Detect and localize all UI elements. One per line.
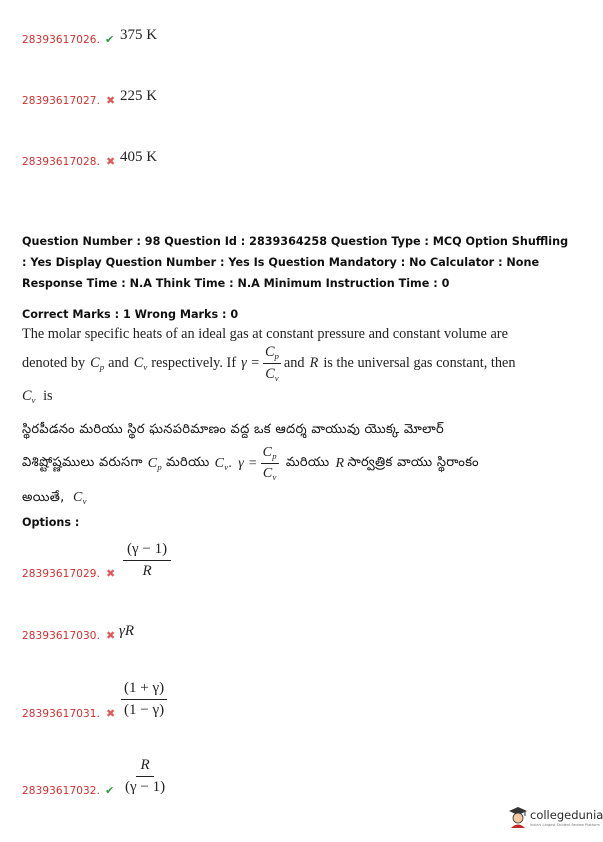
symbol-cv: $C_v$ (22, 388, 36, 406)
option-id: 28393617032. (22, 785, 101, 797)
option-id: 28393617029. (22, 568, 101, 580)
symbol-cv: $C_v$ (133, 355, 148, 373)
wrong-cross-icon: ✖ (106, 707, 116, 720)
options-label: Options : (22, 516, 80, 529)
symbol-cp: $C_p$ (147, 455, 162, 472)
question-metadata: Question Number : 98 Question Id : 2839364258 Question Type : MCQ Option Shuffling : Yes Display Question Number : Yes Is Question Mandatory : No Calculator : None Response Time : N.A Think Time : N.A Minimum Instruction Time : 0 (22, 235, 569, 290)
option-id: 28393617028. (22, 156, 101, 168)
option-fraction: $\frac{R}{(\gamma - 1)}$ (125, 757, 166, 795)
question-text: is (43, 388, 53, 404)
question-line: The molar specific heats of an ideal gas at constant pressure and constant volume are (22, 326, 508, 342)
cp-over-cv-fraction: $\frac{C_p}{C_v}$ (264, 344, 279, 384)
gamma-equation: γ = (238, 455, 258, 471)
question-text: and (283, 355, 305, 372)
option-text: 375 K (120, 27, 158, 43)
symbol-r: R (335, 455, 345, 471)
question-text: and (108, 355, 129, 372)
symbol-r: R (309, 355, 319, 372)
option-id: 28393617030. (22, 630, 101, 642)
telugu-text: విశిష్టోష్ణములు వరుసగా (22, 454, 143, 470)
telugu-text: సార్వత్రిక వాయు స్థిరాంకం (347, 454, 479, 470)
marks-info: Correct Marks : 1 Wrong Marks : 0 (22, 308, 239, 321)
wrong-cross-icon: ✖ (106, 94, 116, 107)
telugu-text: అయితే, (22, 490, 65, 505)
question-text: respectively. If (151, 355, 237, 372)
telugu-text: మరియు (285, 454, 330, 470)
logo-tagline: India's Largest Student Review Platform (530, 822, 600, 827)
option-fraction: $\frac{(\gamma - 1)}{R}$ (120, 542, 174, 579)
correct-check-icon: ✔ (105, 784, 115, 797)
telugu-question-line (22, 446, 479, 481)
question-line (22, 345, 515, 383)
option-text: 225 K (120, 88, 158, 104)
logo-name: collegedunia (530, 807, 603, 822)
wrong-cross-icon: ✖ (106, 629, 116, 642)
telugu-text: మరియు (166, 454, 210, 470)
symbol-cv: $C_v$. (214, 455, 233, 472)
option-text: γR (119, 623, 135, 639)
wrong-cross-icon: ✖ (106, 567, 116, 580)
telugu-question-line: స్థిరపీడనం మరియు స్థిర ఘనపరిమాణం వద్ద ఒక ఆదర్శ వాయువు యొక్క మోలార్ (22, 422, 444, 437)
question-text: denoted by (22, 355, 86, 372)
correct-check-icon: ✔ (105, 33, 115, 46)
symbol-cp: $C_p$ (90, 355, 105, 373)
telugu-question-line (22, 490, 87, 508)
question-line (22, 388, 53, 405)
gamma-equation: γ = (241, 355, 260, 372)
wrong-cross-icon: ✖ (106, 155, 116, 168)
option-id: 28393617026. (22, 34, 101, 46)
option-text: 405 K (120, 149, 158, 165)
cp-over-cv-fraction: $\frac{C_p}{C_v}$ (262, 445, 277, 482)
option-id: 28393617027. (22, 95, 101, 107)
graduate-icon (508, 806, 528, 828)
collegedunia-logo (508, 806, 603, 828)
question-text: is the universal gas constant, then (323, 355, 516, 372)
option-id: 28393617031. (22, 708, 101, 720)
symbol-cv: $C_v$ (73, 490, 87, 507)
option-fraction: $\frac{(1 + \gamma)}{(1 - \gamma)}$ (118, 681, 170, 718)
